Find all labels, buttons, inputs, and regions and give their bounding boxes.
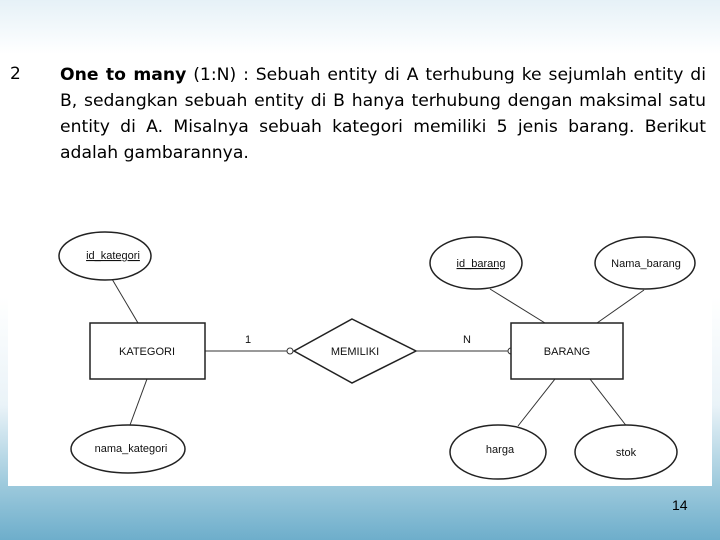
attr-nama-kategori-label: nama_kategori bbox=[94, 443, 168, 455]
attr-harga-label: harga bbox=[485, 444, 515, 456]
line-id-barang bbox=[490, 289, 545, 323]
cardinality-one: 1 bbox=[244, 334, 252, 346]
line-harga bbox=[518, 379, 555, 426]
attr-id-barang-label: id_barang bbox=[456, 258, 506, 270]
line-id-kategori bbox=[112, 279, 138, 323]
connector-dot-left bbox=[287, 348, 293, 354]
attr-id-kategori-label: id_kategori bbox=[86, 250, 140, 262]
term-label: One to many bbox=[60, 65, 187, 85]
entity-barang-label: BARANG bbox=[543, 346, 591, 358]
notation: (1:N) bbox=[193, 65, 237, 85]
description: : Sebuah entity di A terhubung ke sejumlah entity di B, sedangkan sebuah entity di B hanya terhubung dengan maksimal satu entity di A. Misalnya sebuah kategori memiliki 5 jenis barang. Berikut adalah gambarannya. bbox=[60, 65, 706, 163]
relationship-memiliki-label: MEMILIKI bbox=[330, 346, 380, 358]
line-nama-barang bbox=[597, 290, 644, 323]
page-number: 14 bbox=[672, 497, 688, 513]
line-nama-kategori bbox=[130, 379, 147, 425]
item-number: 2 bbox=[10, 64, 21, 84]
attr-stok-label: stok bbox=[615, 447, 637, 459]
attr-nama-barang-label: Nama_barang bbox=[611, 258, 681, 270]
entity-kategori-label: KATEGORI bbox=[118, 346, 176, 358]
line-stok bbox=[590, 379, 628, 428]
cardinality-many: N bbox=[463, 334, 471, 346]
